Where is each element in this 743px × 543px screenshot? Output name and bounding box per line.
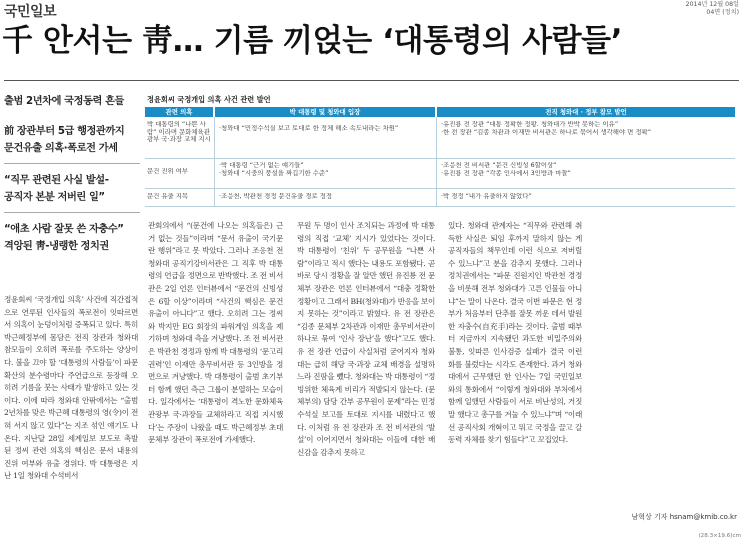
article-paragraph: 무원 두 명이 인사 조치되는 과정에 박 대통령의 직접 ‘교체’ 지시가 있었다는 것이다. 박 대통령이 ‘친위’ 두 공무원을 “나쁜 사람”이라고 적시 했다는 내용도 포함됐다. 곧바로 당시 정황을 잘 알만 했던 유진룡 전 문체부 장관은 언론 인터뷰에서 “대충 정확한 정황이고 그래서 BH(청와대)가 반응을 보이지 못하는 것”이라고 밝혔다. 유 전 장관은 “김종 문체부 2차관과 이재만 총무비서관이 하나로 묶여 ‘인사 장난’을 했다”고도 했다. 유 전 장관 언급이 사실처럼 굳어지자 청와대는 급히 해당 국·과장 교체 배경을 설명하느라 진땀을 뺐다. 청와대는 박 대통령이 “정빙위한 체육계 비리가 적발되지 않는다. (문체부의) 담당 간부 공무원이 문제”라는 민정수석실 보고를 토대로 지시를 내렸다고 했다. 이처럼 유 전 장관과 조 전 비서관의 ‘발설’이 이어지면서 청와대는 이들에 대한 배신감을 감추지 못하고 xyxy=(297,221,435,457)
subheadline-1: 출범 2년차에 국정동력 흔들 xyxy=(4,96,124,107)
table-cell-bh: ·청와대 “민정수석실 보고 토대로 한 정체 해소 속도내라는 차원” xyxy=(219,125,399,132)
byline: 남혁상 기자 hsnam@kmib.co.kr xyxy=(631,513,737,521)
subheadline-3a: “직무 관련된 사실 발설- xyxy=(4,175,109,186)
table-cell-issue: 박 대통령의 “나쁜 사람” 이라며 문화체육관광부 국·과장 교체 지시 xyxy=(147,121,211,144)
table-cell-ex: ·박 경정 “내가 유출하지 않았다” xyxy=(441,193,532,200)
subheadline-4b: 격앙된 靑-냉랭한 정치권 xyxy=(4,241,109,252)
subheadline-2b: 문건유출 의혹·폭로전 가세 xyxy=(4,143,118,154)
table-cell-issue: 문건 진위 여부 xyxy=(147,168,189,175)
article-column-3 xyxy=(297,220,435,532)
table-divider xyxy=(214,117,215,207)
publication-page: 04면 (정치) xyxy=(706,9,739,16)
table-header-ex: 전직 청와대 · 정부 참모 발언 xyxy=(437,107,735,117)
article-column-2 xyxy=(148,220,283,532)
table-divider xyxy=(436,117,437,207)
table-header-issue: 관련 의혹 xyxy=(145,107,213,117)
article-paragraph: 관회의에서 “(문건에 나오는 의혹들은) 근거 없는 것들”이라며 “문서 유출이 국기문란 행위”라고 못 박았다. 그러나 조응천 전 청와대 공직기강비서관은 그 직후 박 대통령의 언급을 정면으로 반박했다. 조 전 비서관은 2일 언론 인터뷰에서 “문건의 신빙성은 6할 이상”이라며 “사건의 핵심은 문건 유출이 아니다”고 했다. 오히려 그는 정씨와 박지만 EG 회장의 파워게임 의혹을 제기하며 청와대 측을 겨냥했다. 조 전 비서관은 박관천 경정과 함께 박 대통령의 ‘문고리 권력’인 이재만 총무비서관 등 3인방을 정면으로 겨냥했다. 박 대통령이 출범 초기부터 함께 했던 측근 그룹이 분열하는 모습이다. 일각에서는 ‘대통령이 격노한 문화체육관광부 국·과장들 교체하라고 직접 지시했다’는 주장이 나왔을 때도 박근혜정부 초대 문체부 장관이 폭로전에 가세했다. xyxy=(148,221,283,445)
newspaper-masthead: 국민일보 xyxy=(4,4,57,20)
article-column-1 xyxy=(4,294,138,526)
table-header-bh: 박 대통령 및 청와대 입장 xyxy=(215,107,435,117)
subheadline-4a: “애초 사람 잘못 쓴 자충수” xyxy=(4,224,124,235)
table-cell-ex: ·유진룡 전 장관 “각종 인사에서 3인방과 마찰” xyxy=(441,170,571,177)
table-cell-issue: 문건 유출 지목 xyxy=(147,193,189,200)
table-cell-bh: ·박 대통령 “근거 없는 얘기들” ·청와대 “시중의 풍설을 짜깁기한 수준” xyxy=(219,162,329,177)
clipping-size-note: (28.3×19.6)cm xyxy=(698,533,741,539)
table-cell-ex: ·유진룡 전 장관 “대통 정확한 정황. 청와대가 반박 못하는 이유” xyxy=(441,121,619,128)
table-cell-bh: ·조응천, 박관천 경정 문건유출 경로 정정 xyxy=(219,193,332,200)
article-headline: 千 안서는 靑… 기름 끼얹는 ‘대통령의 사람들’ xyxy=(2,23,623,59)
headline-rule xyxy=(4,80,739,81)
article-paragraph: 있다. 청와대 관계자는 “직무와 관련해 취득한 사실은 퇴임 후까지 말하지 않는 게 공직자들의 책무인데 이런 식으로 저버릴 수 있느냐”고 분을 감추지 못했다. 그러나 정치권에서는 “파문 진원지인 박관천 경정을 비롯해 전부 청와대가 고른 인물들 아니냐”는 말이 나온다. 결국 이번 파문은 현 정부가 처음부터 단추를 잘못 끼운 데서 발원한 자충수(自充手)라는 것이다. 출범 때부터 지금까지 지속됐던 과도한 비밀주의와 불통, 잇따른 인사검증 실패가 결국 이런 화를 불렀다는 시각도 존재한다. 과거 청와대에서 근무했던 한 인사는 7일 국민일보와의 통화에서 “이렇게 청와대와 부처에서 함께 일했던 사람들이 서로 비난성의, 거짓말 했다고 총구를 겨눌 수 있느냐”며 “이래선 공직사회 개혁이고 뭐고 국정을 끌고 갈 동력 자체를 찾기 힘들다”고 꼬집었다. xyxy=(448,221,582,445)
subheadline-divider xyxy=(4,163,140,164)
article-column-4 xyxy=(448,220,582,532)
article-paragraph: 정윤회씨 ‘국정개입 의혹’ 사건에 직간접적으로 연루된 인사들의 폭로전이 잇따르면서 의혹이 눈덩이처럼 증폭되고 있다. 특히 박근혜정부에 몸담은 전직 장관과 청와대 참모들이 오히려 폭로를 주도하는 양상이다. 불을 끄야 할 ‘대통령의 사람들’이 파문 확산의 분수령마다 주연급으로 등장해 오히려 기름을 붓는 사태가 발생하고 있는 것이다. 이에 따라 청와대 안팎에서는 “출범 2년차를 맞은 박근혜 대통령의 영(令)이 전혀 서지 않고 있다”는 지조 섞인 얘기도 나온다. 지난달 28일 세계일보 보도로 촉발된 정씨 관련 의혹의 핵심은 문서 내용의 진위 여부와 유출 경위다. 박 대통령은 지난 1일 청와대 수석비서 xyxy=(4,295,138,481)
remarks-table xyxy=(145,95,735,207)
subheadline-divider-2 xyxy=(4,212,140,213)
subheadline-block xyxy=(4,93,140,255)
table-cell-ex: ·한 전 장관 “김종 차관과 이재만 비서관은 하나로 묶어서 생각해야 면 정확” xyxy=(441,129,652,136)
table-title: 정윤회씨 국정개입 의혹 사건 관련 발언 xyxy=(147,95,271,104)
subheadline-3b: 공직자 본분 저버린 일” xyxy=(4,192,105,203)
table-row-divider xyxy=(145,188,735,189)
subheadline-2a: 前 장관부터 5급 행정관까지 xyxy=(4,126,125,137)
table-cell-ex: ·조응천 전 비서관 “문건 신빙성 6할이상” xyxy=(441,162,557,169)
table-row-divider xyxy=(145,158,735,159)
publication-date: 2014년 12월 08일 xyxy=(685,1,739,8)
table-bottom-rule xyxy=(145,206,735,207)
